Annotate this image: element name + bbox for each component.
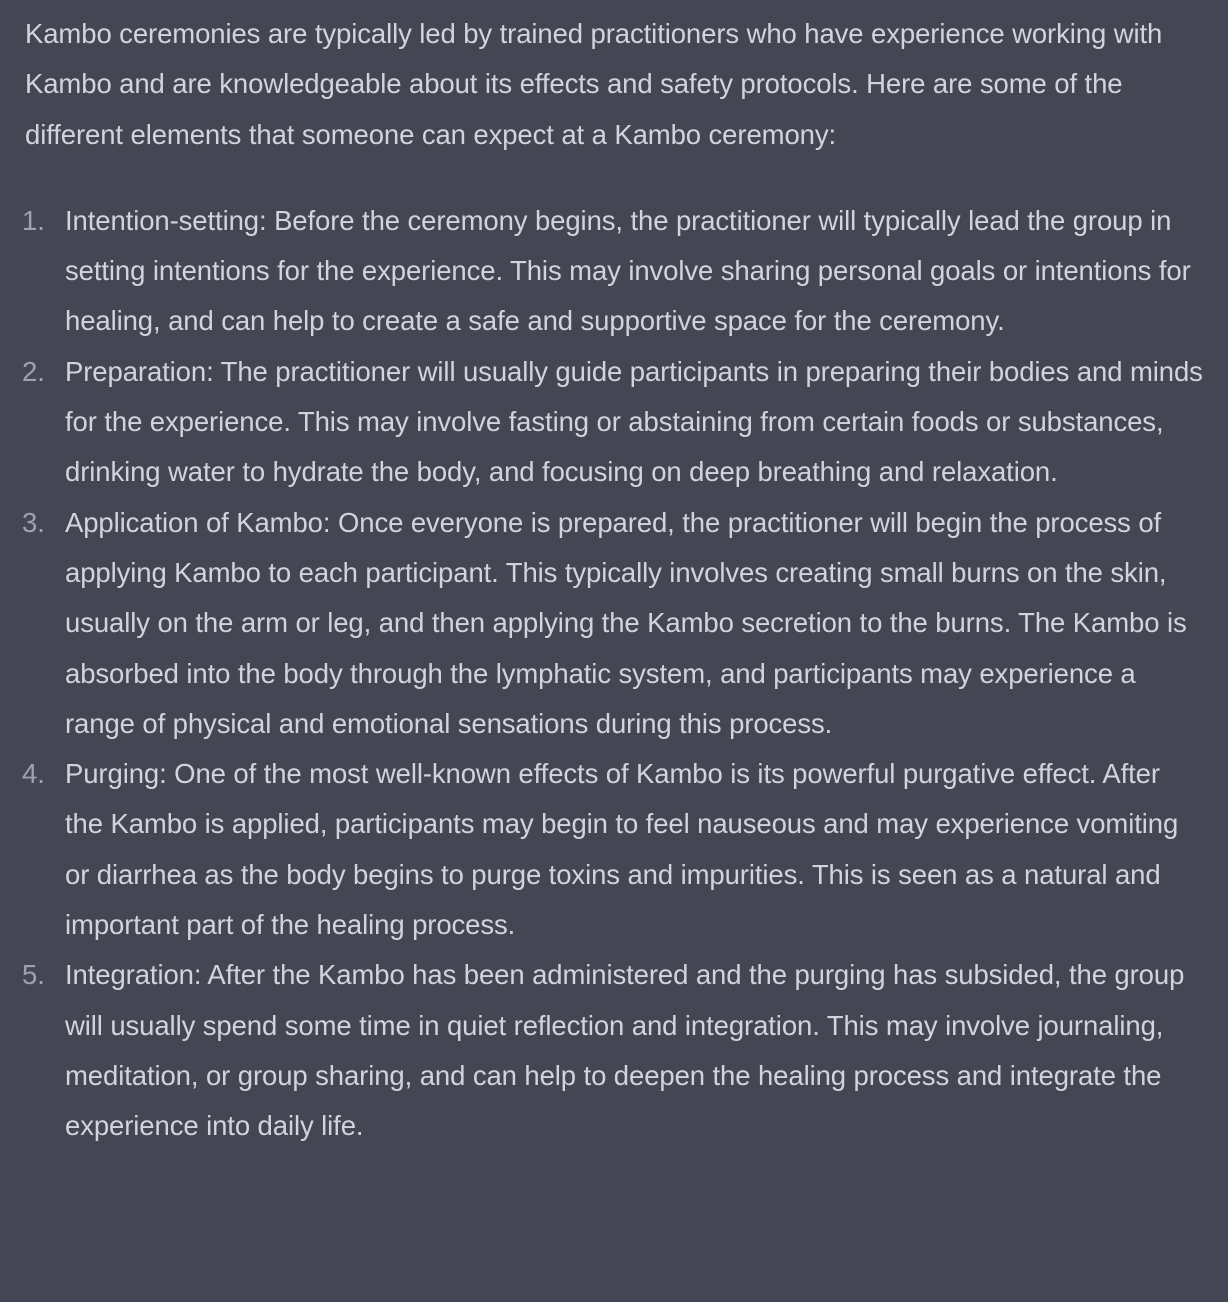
- list-item-text: Integration: After the Kambo has been administered and the purging has subsided, the group will usually spend some time in quiet reflection and integration. This may involve journaling, meditation, or group sharing, and can help to deepen the healing process and integrate the experience into daily life.: [65, 959, 1185, 1142]
- list-item: [22, 498, 1204, 749]
- list-item: [22, 196, 1204, 347]
- list-item: [22, 950, 1204, 1151]
- list-item-number: 2.: [22, 355, 45, 387]
- list-item: [22, 749, 1204, 950]
- intro-paragraph: Kambo ceremonies are typically led by trained practitioners who have experience working with Kambo and are knowledgeable about its effects and safety protocols. Here are some of the different elements that someone can expect at a Kambo ceremony:: [25, 18, 1163, 150]
- list-item-number: 5.: [22, 959, 45, 991]
- list-item: [22, 347, 1204, 498]
- ceremony-elements-list: [22, 196, 1204, 1152]
- list-item-number: 4.: [22, 758, 45, 790]
- list-item-text: Application of Kambo: Once everyone is prepared, the practitioner will begin the process of applying Kambo to each participant. This typically involves creating small burns on the skin, usually on the arm or leg, and then applying the Kambo secretion to the burns. The Kambo is absorbed into the body through the lymphatic system, and participants may experience a range of physical and emotional sensations during this process.: [65, 506, 1187, 739]
- list-item-text: Preparation: The practitioner will usually guide participants in preparing their bodies and minds for the experience. This may involve fasting or abstaining from certain foods or substances, drinking water to hydrate the body, and focusing on deep breathing and relaxation.: [65, 355, 1203, 488]
- list-item-number: 1.: [22, 204, 45, 236]
- list-item-text: Purging: One of the most well-known effects of Kambo is its powerful purgative effect. After the Kambo is applied, participants may begin to feel nauseous and may experience vomiting or diarrhea as the body begins to purge toxins and impurities. This is seen as a natural and important part of the healing process.: [65, 758, 1179, 941]
- list-item-number: 3.: [22, 506, 45, 538]
- list-item-text: Intention-setting: Before the ceremony begins, the practitioner will typically lead the group in setting intentions for the experience. This may involve sharing personal goals or intentions for healing, and can help to create a safe and supportive space for the ceremony.: [65, 204, 1191, 337]
